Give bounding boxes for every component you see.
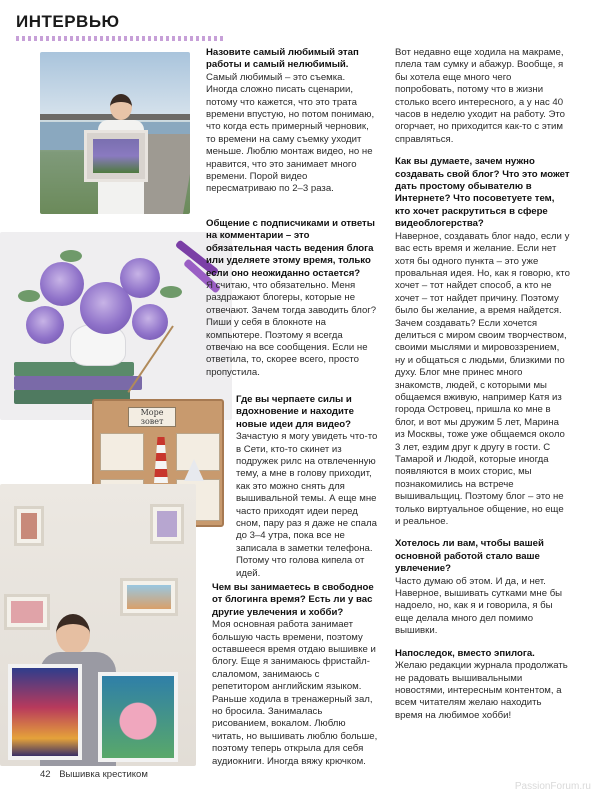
embroidery-canvas-flowers	[98, 672, 178, 762]
wall-picture-image	[21, 513, 37, 539]
section-title-rule	[16, 36, 226, 41]
question-favorite-stage: Назовите самый любимый этап работы и самый нелюбимый.	[206, 47, 359, 71]
answer-subscribers: Я считаю, что обязательно. Меня раздражают блогеры, которые не отвечают. Зачем тогда заводить блог? Пиши у себя в блокноте на компьютере. Поэтому я всегда отвечаю на все сообщения. Если не ответила, то, скорее всего, просто пропустила.	[206, 280, 377, 378]
wall-picture-image	[127, 585, 171, 609]
wall-picture	[150, 504, 184, 544]
photo-person-head	[56, 614, 90, 654]
board-lighthouse	[154, 437, 168, 483]
answer-epilogue: Желаю редакции журнала продолжать не радовать вышивальными новостями, интересным контентом, а всем читателям желаю находить время на любимое хобби!	[395, 660, 568, 721]
wall-picture	[120, 578, 178, 616]
embroidery-leaf	[18, 290, 40, 302]
answer-hobby-as-work: Часто думаю об этом. И да, и нет. Наверное, вышивать сутками мне бы надоело, но, как я и говорила, я бы еще делала много дел помимо вышивки.	[395, 575, 563, 637]
column-1-block-3	[236, 394, 378, 580]
board-label: Море зовет	[128, 407, 176, 427]
column-1-block-4	[212, 582, 378, 768]
question-inspiration: Где вы черпаете силы и вдохновение и находите новые идеи для видео?	[236, 394, 354, 430]
wall-picture	[4, 594, 50, 630]
wall-picture-image	[11, 601, 43, 623]
answer-inspiration: Зачастую я могу увидеть что-то в Сети, кто-то скинет из подружек рилс на отвлеченную тему, а мне в голову приходит, как это можно снять для вышивальной темы. А еще мне часто приходят идеи перед сном, пару раз я даже не спала до 3–4 утра, пока все не записала в заметки телефона. Потому что голова кипела от идей.	[236, 431, 378, 579]
answer-free-time-continued: Вот недавно еще ходила на макраме, плела там сумку и абажур. Вообще, я бы хотела еще много чего попробовать, потому что в жизни столько всего интересного, а у нас 40 часов в неделю уходит на работу. Это огорчает, но приходится как-то с этим справляться.	[395, 47, 565, 145]
answer-why-blog-2: Зачем создавать? Если хочется делиться с миром своим творчеством, своими мыслями и мировоззрением, ну и общаться с людьми, близкими по духу. Блог мне принес много знакомств, людей, с которыми мы общаемся вживую, например Катя из города Островец, пришла ко мне в блог, и вот мы дружим 5 лет, Марина из Москвы, тоже уже общаемся около 3 лет, ездим друг к другу в гости. С Тамарой и Людой, которые иногда появляются в моих сторис, мы познакомились на встрече вышивальщиц. Поэтому блог – это не только виртуальное общение, но еще и реальное.	[395, 317, 567, 528]
watermark: PassionForum.ru	[514, 781, 591, 792]
photo-person-head	[110, 94, 132, 120]
question-why-blog: Как вы думаете, зачем нужно создавать свой блог? Что это может дать простому обывателю в Интернете? Что посоветуете тем, кто хочет раскрутиться в сфере видеоблогерства?	[395, 156, 570, 230]
embroidery-leaf	[160, 286, 182, 298]
embroidery-rose	[26, 306, 64, 344]
photo-framed-embroidery	[84, 130, 148, 182]
photo-woman-with-embroidery-outdoors	[40, 52, 190, 214]
question-subscribers: Общение с подписчиками и ответы на комментарии – это обязательная часть ведения блога или уделяете этому время, только если оно неожиданно остается?	[206, 218, 375, 279]
photo-framed-embroidery-image	[93, 139, 139, 173]
column-1-block-2	[206, 218, 378, 379]
question-epilogue: Напоследок, вместо эпилога.	[395, 647, 535, 659]
embroidery-rose	[132, 304, 168, 340]
board-tile	[100, 433, 144, 471]
photo-roses-embroidery	[0, 232, 232, 420]
embroidery-canvas-couple	[8, 664, 82, 760]
question-free-time: Чем вы занимаетесь в свободное от блогинга время? Есть ли у вас другие увлечения и хобби?	[212, 582, 374, 618]
wall-picture-image	[157, 511, 177, 537]
column-2	[395, 47, 571, 722]
answer-free-time: Моя основная работа занимает большую часть времени, поэтому оставшееся время отдаю вышивке и блогу. Еще я занимаюсь фристайл-слаломом, занимаюсь с репетитором английским языком. Раньше ходила в тренажерный зал, но бросила. Занималась рисованием, вокалом. Люблю читать, но вышивать люблю больше, поэтому теперь открыла для себя аудиокниги. Иногда вяжу крючком.	[212, 619, 378, 767]
page-footer	[40, 769, 148, 780]
embroidery-rose	[120, 258, 160, 298]
photo-woman-with-embroideries-indoors	[0, 484, 196, 766]
question-hobby-as-work: Хотелось ли вам, чтобы вашей основной работой стало ваше увлечение?	[395, 538, 544, 575]
answer-why-blog-1: Наверное, создавать блог надо, если у вас есть время и желание. Если нет хотя бы одного пункта – это уже провальная идея. Но, как я говорю, кто хочет – тот найдет способ, а кто не хочет – тот найдет причину. Поэтому было бы желание, а время найдется.	[395, 230, 570, 317]
section-title: ИНТЕРВЬЮ	[16, 12, 120, 31]
embroidery-book-purple	[14, 376, 142, 390]
board-sailboat	[184, 459, 204, 481]
magazine-title: Вышивка крестиком	[59, 769, 148, 780]
embroidery-leaf	[60, 250, 82, 262]
answer-favorite-stage: Самый любимый – это съемка. Иногда сложно писать сценарии, потому что кажется, что это трата времени впустую, но потом понимаю, что когда есть примерный черновик, то времени на саму съемку уходит меньше. Люблю монтаж видео, но не нравится, что это занимает много времени. Порой видео пересматриваю по 2–3 раза.	[206, 71, 375, 195]
wall-picture	[14, 506, 44, 546]
embroidery-rose	[40, 262, 84, 306]
page-number: 42	[40, 769, 51, 780]
column-1	[206, 47, 378, 196]
